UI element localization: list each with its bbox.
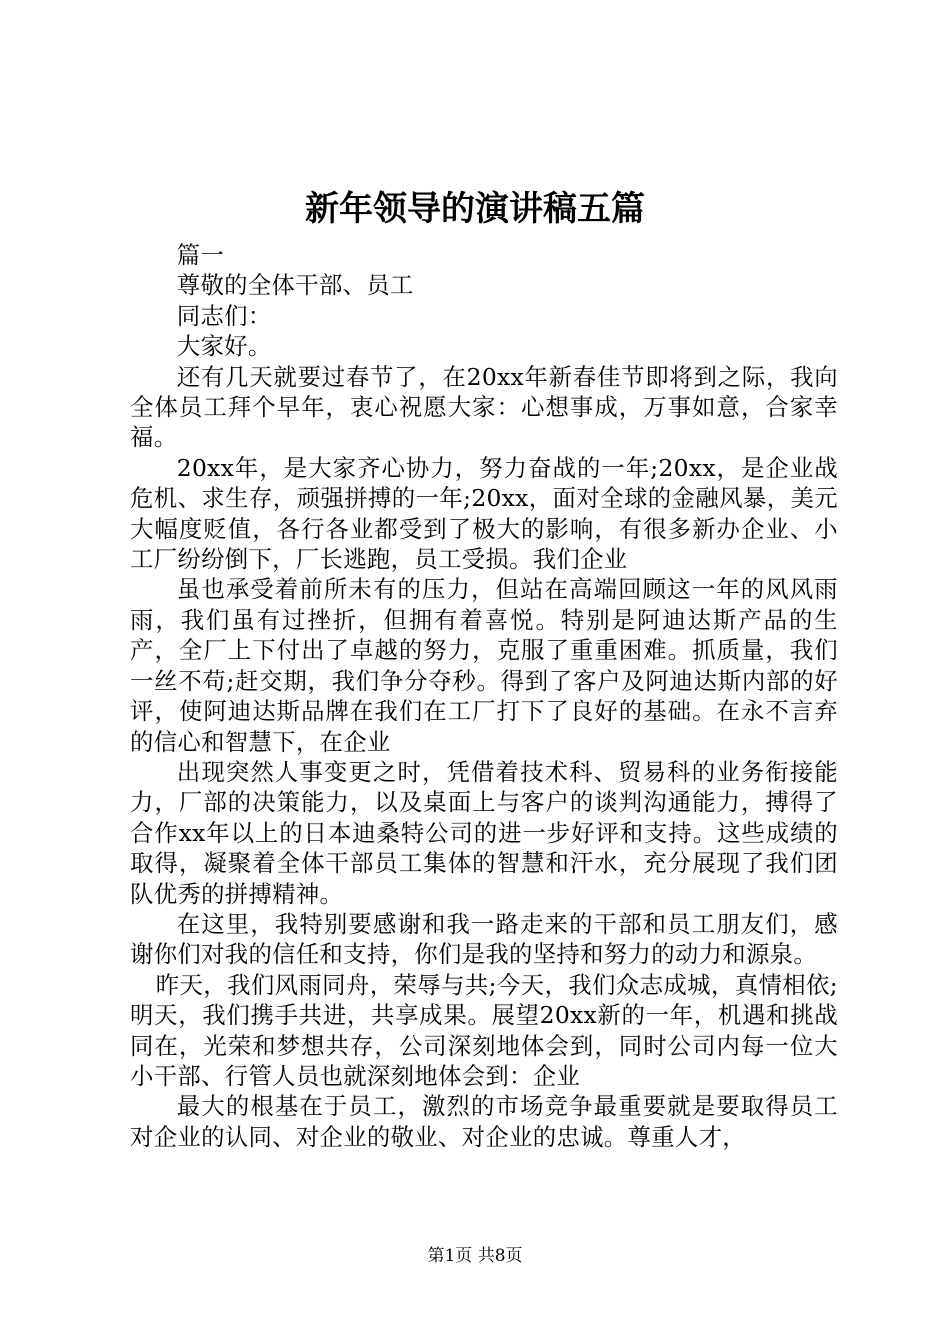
document-title: 新年领导的演讲稿五篇 <box>305 189 645 229</box>
paragraph: 最大的根基在于员工，激烈的市场竞争最重要就是要取得员工对企业的认同、对企业的敬业、对企业的忠诚。尊重人才， <box>130 1092 838 1151</box>
paragraph: 大家好。 <box>176 332 272 361</box>
paragraph: 出现突然人事变更之时，凭借着技术科、贸易科的业务衔接能力，厂部的决策能力，以及桌面上与客户的谈判沟通能力，搏得了合作xx年以上的日本迪桑特公司的进一步好评和支持。这些成绩的取得，凝聚着全体干部员工集体的智慧和汗水，充分展现了我们团队优秀的拼搏精神。 <box>130 757 838 908</box>
paragraph: 在这里，我特别要感谢和我一路走来的干部和员工朋友们，感谢你们对我的信任和支持，你们是我的坚持和努力的动力和源泉。 <box>130 909 838 969</box>
paragraph: 同志们： <box>176 301 272 330</box>
document-body <box>130 240 838 1152</box>
paragraph: 昨天，我们风雨同舟，荣辱与共;今天，我们众志成城，真情相依;明天，我们携手共进，共享成果。展望20xx新的一年，机遇和挑战同在，光荣和梦想共存，公司深刻地体会到，同时公司内每一位大小干部、行管人员也就深刻地体会到：企业 <box>130 970 838 1090</box>
paragraph: 尊敬的全体干部、员工 <box>176 271 414 300</box>
paragraph: 虽也承受着前所未有的压力，但站在高端回顾这一年的风风雨雨，我们虽有过挫折，但拥有着喜悦。特别是阿迪达斯产品的生产，全厂上下付出了卓越的努力，克服了重重困难。抓质量，我们一丝不苟;赶交期，我们争分夺秒。得到了客户及阿迪达斯内部的好评，使阿迪达斯品牌在我们在工厂打下了良好的基础。在永不言弃的信心和智慧下，在企业 <box>130 575 838 756</box>
paragraph: 还有几天就要过春节了，在20xx年新春佳节即将到之际，我向全体员工拜个早年，衷心祝愿大家：心想事成，万事如意，合家幸福。 <box>130 362 838 452</box>
paragraph: 篇一 <box>176 241 225 269</box>
paragraph: 20xx年，是大家齐心协力，努力奋战的一年;20xx，是企业战危机、求生存，顽强拼搏的一年;20xx，面对全球的金融风暴，美元大幅度贬值，各行各业都受到了极大的影响，有很多新办企业、小工厂纷纷倒下，厂长逃跑，员工受损。我们企业 <box>130 453 838 574</box>
page-footer: 第1页 共8页 <box>427 1246 523 1266</box>
